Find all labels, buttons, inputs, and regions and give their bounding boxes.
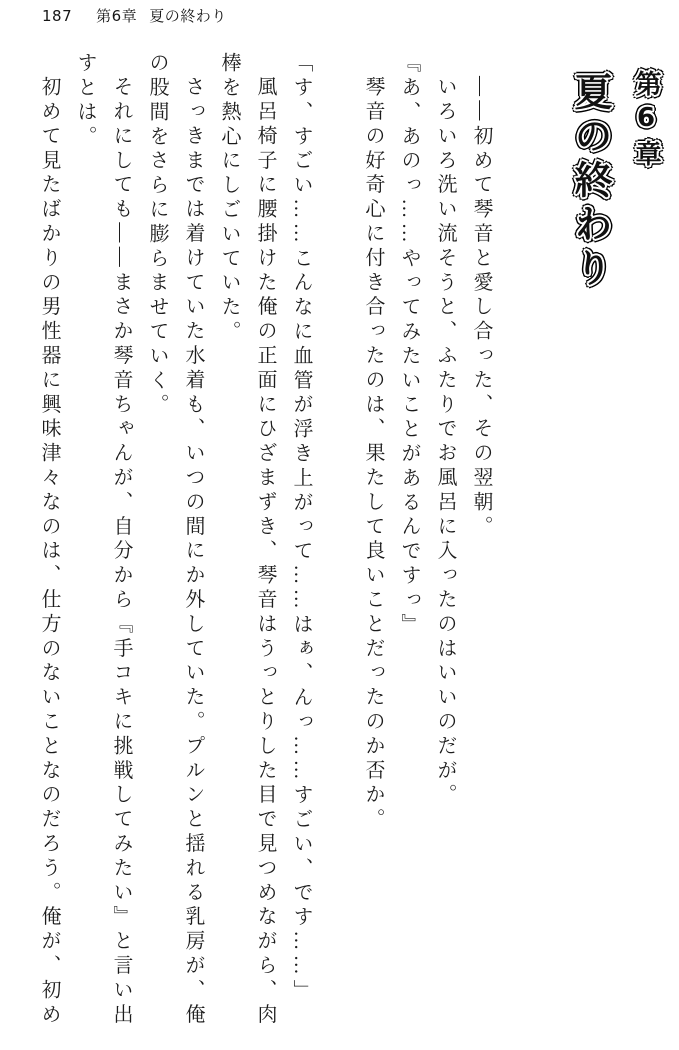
page-header: [42, 5, 227, 26]
chapter-heading: [565, 52, 663, 1030]
novel-paragraph: いろいろ洗い流そうと、ふたりでお風呂に入ったのはいいのだが。: [434, 76, 456, 809]
novel-paragraph: ――初めて琴音と愛し合った、その翌朝。: [470, 76, 492, 540]
novel-paragraph: 初めて見たばかりの男性器に興味津々なのは、仕方のないことなのだろう。俺が、初め: [38, 76, 60, 1028]
page-number: 187: [42, 7, 73, 25]
page-content: [13, 52, 663, 1030]
header-chapter-label: 第6章: [96, 7, 138, 25]
novel-paragraph: 風呂椅子に腰掛けた俺の正面にひざまずき、琴音はうっとりした目で見つめながら、肉棒を熱心にしごいていた。: [218, 52, 276, 1028]
chapter-number-label: 第6章: [631, 70, 661, 173]
novel-paragraph-dialogue: 『あ、あのっ……やってみたいことがあるんですっ』: [398, 52, 420, 638]
chapter-title-text: 夏の終わり: [568, 72, 612, 292]
novel-paragraph-dialogue: 「す、すごい……こんなに血管が浮き上がって……はぁ、んっ……すごい、です……」: [290, 52, 312, 1004]
novel-paragraph: さっきまでは着けていた水着も、いつの間にか外していた。プルンと揺れる乳房が、俺の股間をさらに膨らませていく。: [146, 52, 204, 1028]
novel-paragraph: それにしても――まさか琴音ちゃんが、自分から『手コキに挑戦してみたい』と言い出すとは。: [74, 52, 132, 1028]
novel-paragraph: 琴音の好奇心に付き合ったのは、果たして良いことだったのか否か。: [362, 76, 384, 833]
header-chapter-title: 夏の終わり: [149, 7, 227, 25]
